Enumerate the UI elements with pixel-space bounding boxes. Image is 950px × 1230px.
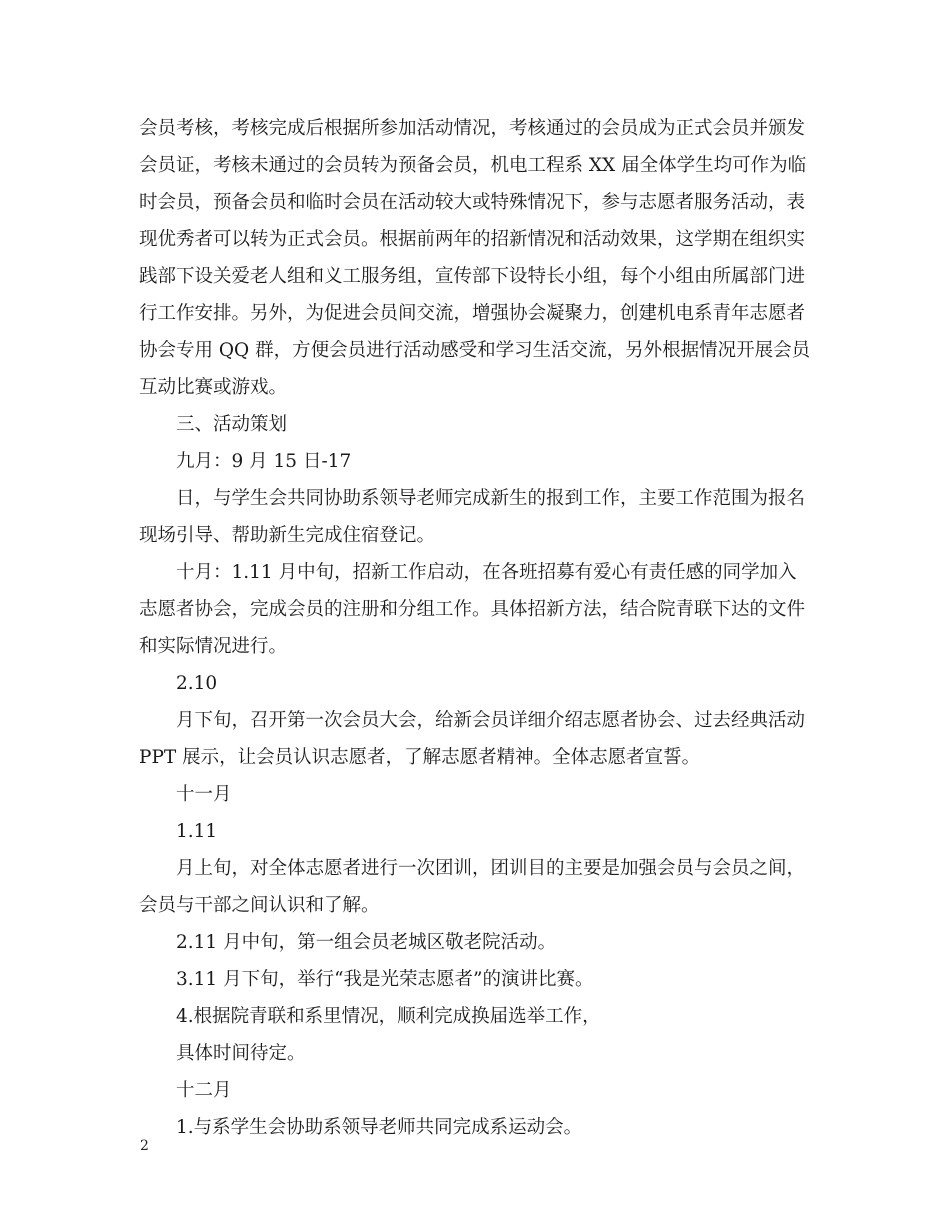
text-line: 会员考核，考核完成后根据所参加活动情况，考核通过的会员成为正式会员并颁发: [139, 118, 806, 139]
text-line: 4.根据院青联和系里情况，顺利完成换届选举工作，: [176, 1006, 601, 1027]
text-line: 具体时间待定。: [176, 1043, 306, 1064]
text-line: 1.11: [176, 821, 218, 842]
text-line: 现优秀者可以转为正式会员。根据前两年的招新情况和活动效果，这学期在组织实: [139, 229, 806, 250]
text-line: 2.11 月中旬，第一组会员老城区敬老院活动。: [176, 932, 557, 953]
month-heading: 十二月: [176, 1080, 232, 1101]
text-line: 现场引导、帮助新生完成住宿登记。: [139, 525, 436, 546]
text-line: 会员与干部之间认识和了解。: [139, 895, 380, 916]
text-line: 3.11 月下旬，举行“我是光荣志愿者”的演讲比赛。: [176, 969, 594, 990]
text-line: 和实际情况进行。: [139, 636, 288, 657]
text-line: 九月：9 月 15 日-17: [176, 451, 352, 472]
text-line: 日，与学生会共同协助系领导老师完成新生的报到工作，主要工作范围为报名: [176, 488, 806, 509]
text-line: 协会专用 QQ 群，方便会员进行活动感受和学习生活交流，另外根据情况开展会员: [139, 340, 811, 361]
text-line: PPT 展示，让会员认识志愿者，了解志愿者精神。全体志愿者宣誓。: [139, 747, 701, 768]
text-line: 互动比赛或游戏。: [139, 377, 288, 398]
document-body: [139, 110, 815, 1146]
text-line: 2.10: [176, 673, 218, 694]
text-line: 行工作安排。另外，为促进会员间交流，增强协会凝聚力，创建机电系青年志愿者: [139, 303, 806, 324]
section-heading: 三、活动策划: [176, 414, 288, 435]
text-line: 月上旬，对全体志愿者进行一次团训，团训目的主要是加强会员与会员之间，: [176, 858, 806, 879]
text-line: 会员证，考核未通过的会员转为预备会员，机电工程系 XX 届全体学生均可作为临: [139, 155, 807, 176]
text-line: 月下旬，召开第一次会员大会，给新会员详细介绍志愿者协会、过去经典活动: [176, 710, 806, 731]
month-heading: 十一月: [176, 784, 232, 805]
page-number: 2: [140, 1138, 149, 1154]
text-line: 时会员，预备会员和临时会员在活动较大或特殊情况下，参与志愿者服务活动，表: [139, 192, 806, 213]
text-line: 十月：1.11 月中旬，招新工作启动，在各班招募有爱心有责任感的同学加入: [176, 562, 797, 583]
text-line: 1.与系学生会协助系领导老师共同完成系运动会。: [176, 1117, 583, 1138]
text-line: 志愿者协会，完成会员的注册和分组工作。具体招新方法，结合院青联下达的文件: [139, 599, 806, 620]
text-line: 践部下设关爱老人组和义工服务组，宣传部下设特长小组，每个小组由所属部门进: [139, 266, 806, 287]
